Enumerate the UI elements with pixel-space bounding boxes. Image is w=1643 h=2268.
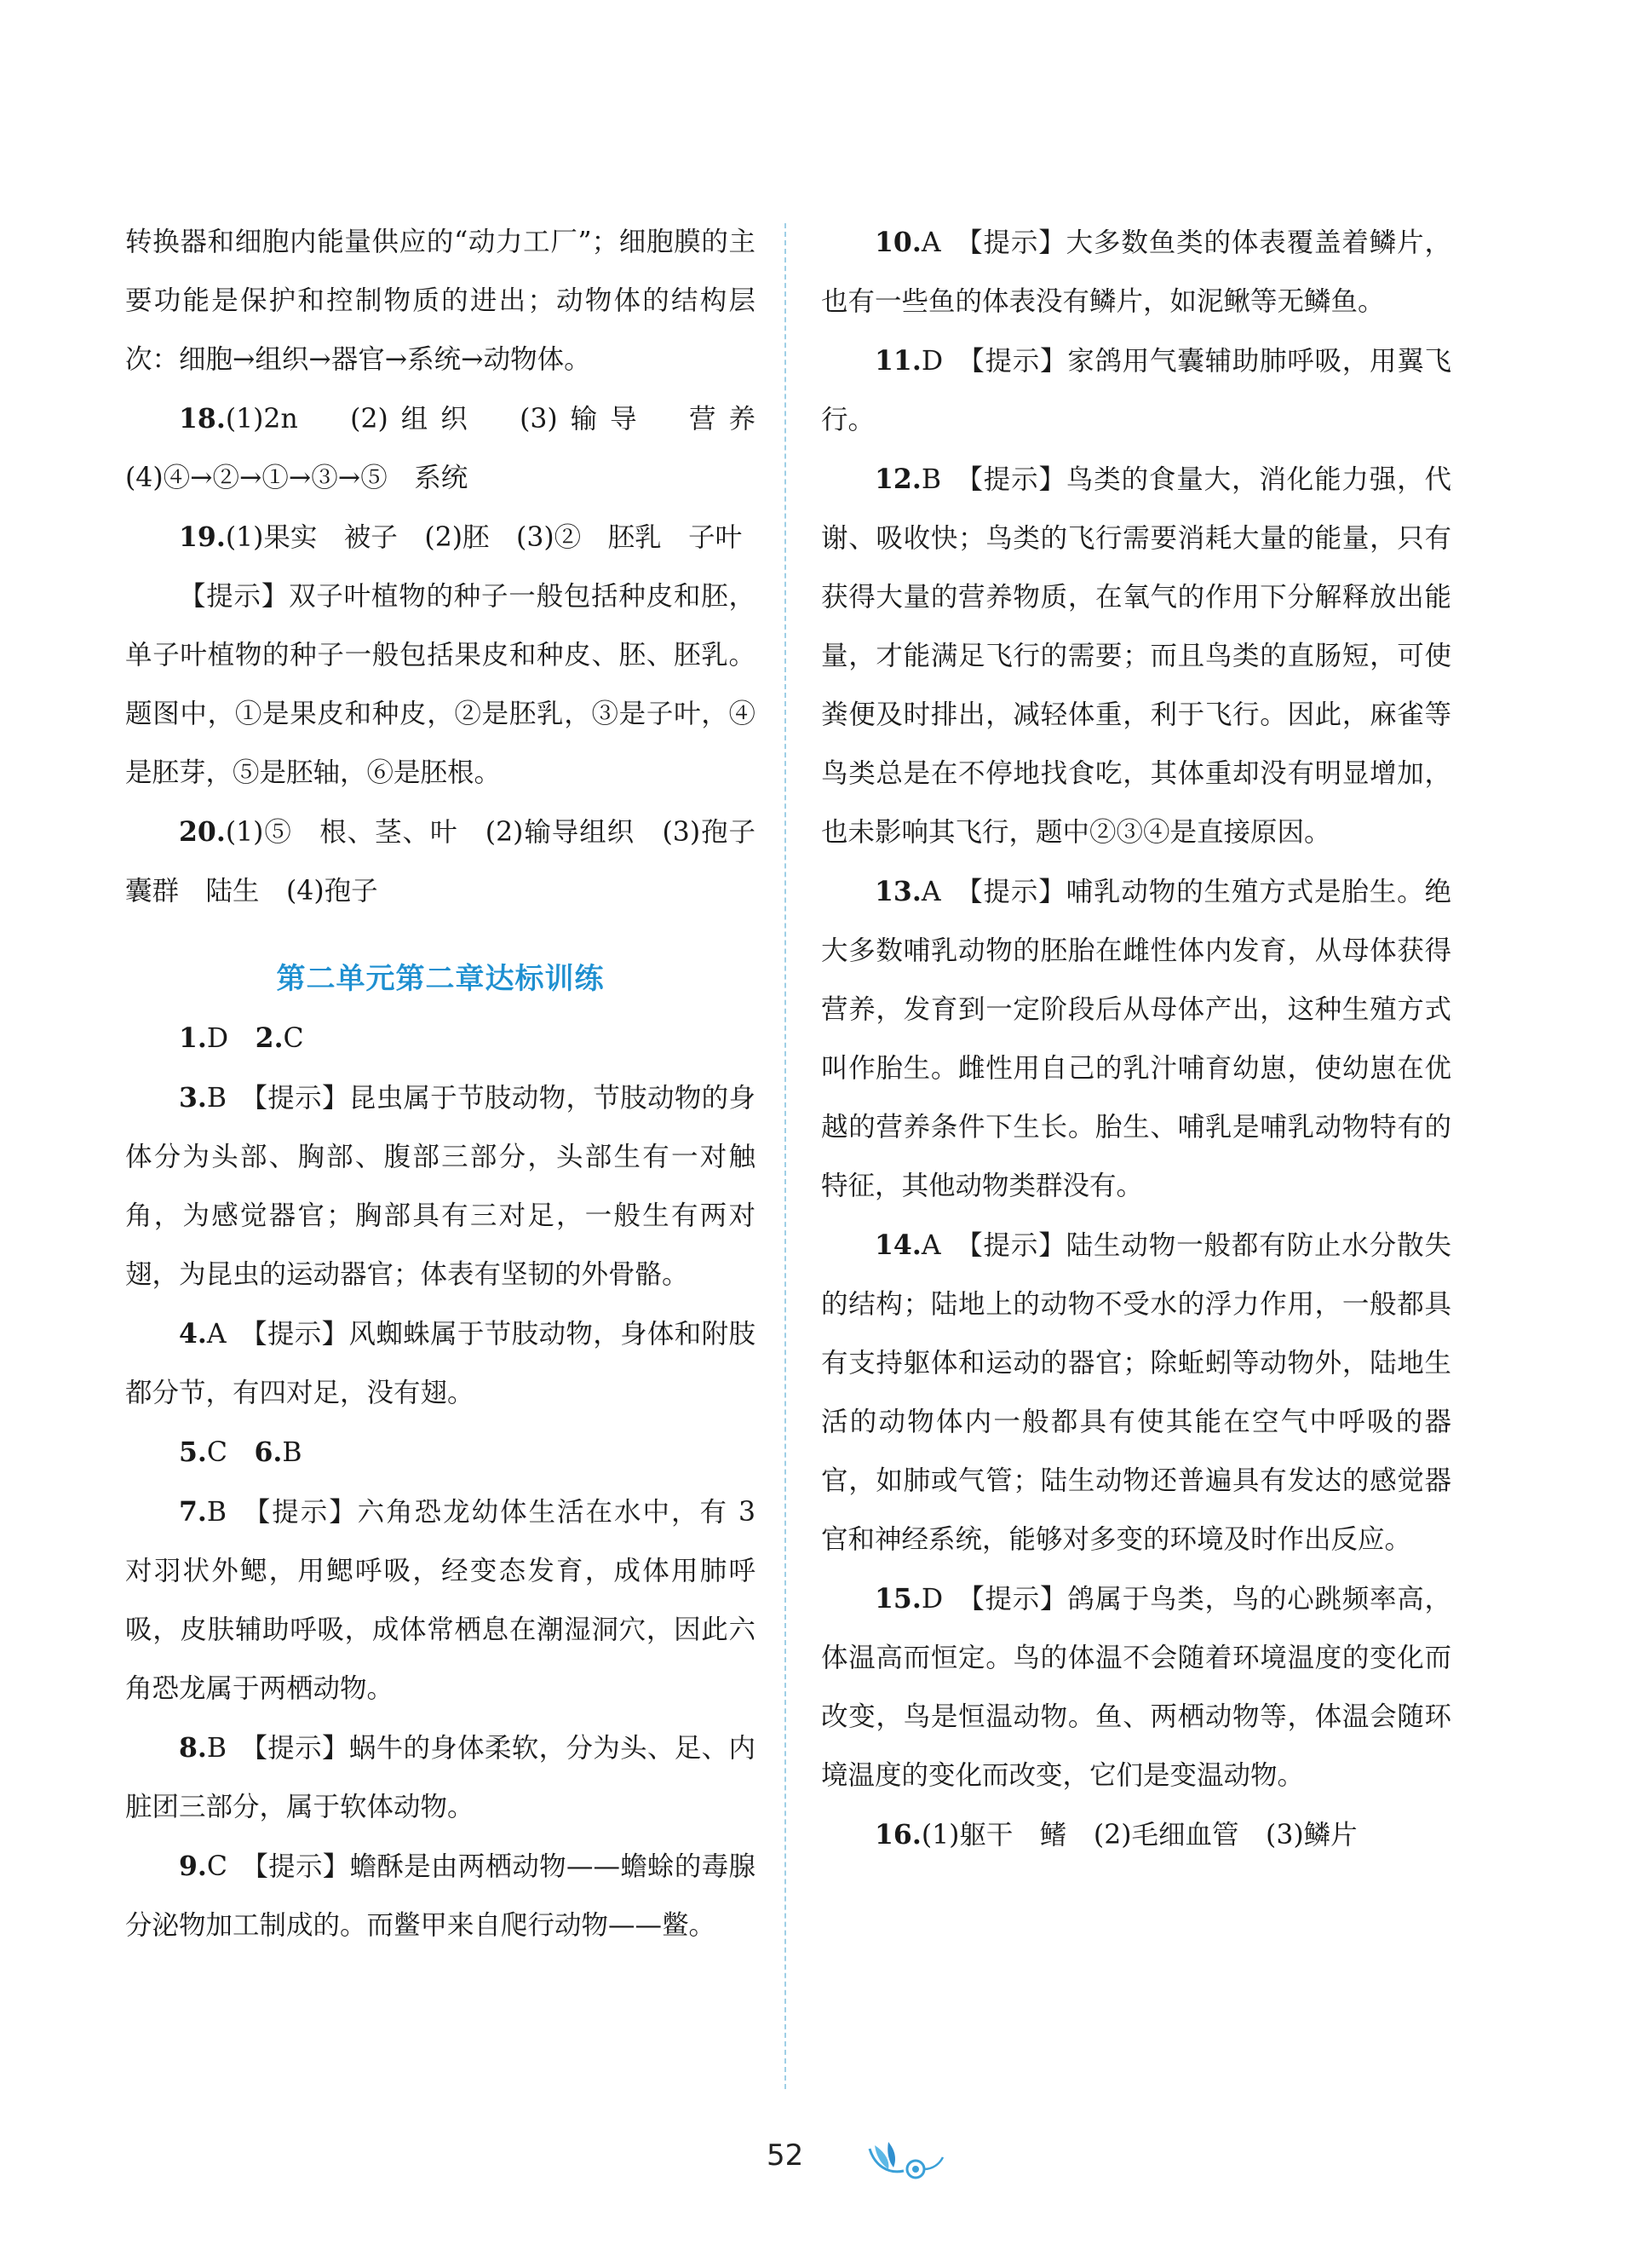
- answer-9: 9.C 【提示】蟾酥是由两栖动物——蟾蜍的毒腺分泌物加工制成的。而鳖甲来自爬行动物——鳖。: [125, 1851, 755, 1941]
- answer-15: 15.D 【提示】鸽属于鸟类，鸟的心跳频率高，体温高而恒定。鸟的体温不会随着环境温度的变化而改变，鸟是恒温动物。鱼、两栖动物等，体温会随环境温度的变化而改变，它们是变温动物。: [821, 1583, 1451, 1791]
- answer-8: 8.B 【提示】蜗牛的身体柔软，分为头、足、内脏团三部分，属于软体动物。: [125, 1732, 755, 1822]
- column-divider: [784, 223, 786, 2089]
- answer-19: 19.(1)果实 被子 (2)胚 (3)② 胚乳 子叶: [179, 521, 743, 553]
- page-footer: [0, 2138, 1643, 2190]
- answer-20: 20.(1)⑤ 根、茎、叶 (2)输导组织 (3)孢子囊群 陆生 (4)孢子: [125, 816, 755, 907]
- answer-11: 11.D 【提示】家鸽用气囊辅助肺呼吸，用翼飞行。: [821, 345, 1451, 435]
- hint-19: 【提示】双子叶植物的种子一般包括种皮和胚，单子叶植物的种子一般包括果皮和种皮、胚、胚乳。题图中，①是果皮和种皮，②是胚乳，③是子叶，④是胚芽，⑤是胚轴，⑥是胚根。: [125, 581, 755, 788]
- answer-18: 18.(1)2n (2)组织 (3)输导 营养 (4)④→②→①→③→⑤ 系统: [125, 403, 783, 493]
- answer-10: 10.A 【提示】大多数鱼类的体表覆盖着鳞片，也有一些鱼的体表没有鳞片，如泥鳅等无鳞鱼。: [821, 227, 1451, 317]
- answer-4: 4.A 【提示】风蜘蛛属于节肢动物，身体和附肢都分节，有四对足，没有翅。: [125, 1318, 755, 1408]
- right-column: [821, 213, 1451, 1865]
- floral-ornament-icon: [863, 2140, 948, 2183]
- answer-12: 12.B 【提示】鸟类的食量大，消化能力强，代谢、吸收快；鸟类的飞行需要消耗大量的能量，只有获得大量的营养物质，在氧气的作用下分解释放出能量，才能满足飞行的需要；而且鸟类的直肠短，可使粪便及时排出，减轻体重，利于飞行。因此，麻雀等鸟类总是在不停地找食吃，其体重却没有明显增加，也未影响其飞行，题中②③④是直接原因。: [821, 463, 1451, 848]
- continued-paragraph: 转换器和细胞内能量供应的“动力工厂”；细胞膜的主要功能是保护和控制物质的进出；动物体的结构层次：细胞→组织→器官→系统→动物体。: [125, 227, 755, 375]
- answer-7: 7.B 【提示】六角恐龙幼体生活在水中，有 3 对羽状外鳃，用鳃呼吸，经变态发育，成体用肺呼吸，皮肤辅助呼吸，成体常栖息在潮湿洞穴，因此六角恐龙属于两栖动物。: [125, 1496, 755, 1704]
- answer-13: 13.A 【提示】哺乳动物的生殖方式是胎生。绝大多数哺乳动物的胚胎在雌性体内发育，从母体获得营养，发育到一定阶段后从母体产出，这种生殖方式叫作胎生。雌性用自己的乳汁哺育幼崽，使幼崽在优越的营养条件下生长。胎生、哺乳是哺乳动物特有的特征，其他动物类群没有。: [821, 876, 1451, 1201]
- answer-1-2: 1.D 2.C: [179, 1022, 304, 1054]
- answer-16: 16.(1)躯干 鳍 (2)毛细血管 (3)鳞片: [875, 1819, 1358, 1851]
- section-title: 第二单元第二章达标训练: [276, 962, 605, 996]
- left-column: [125, 213, 783, 1955]
- answer-14: 14.A 【提示】陆生动物一般都有防止水分散失的结构；陆地上的动物不受水的浮力作用，一般都具有支持躯体和运动的器官；除蚯蚓等动物外，陆地生活的动物体内一般都具有使其能在空气中呼吸的器官，如肺或气管；陆生动物还普遍具有发达的感觉器官和神经系统，能够对多变的环境及时作出反应。: [821, 1229, 1451, 1555]
- page-number: 52: [767, 2138, 804, 2173]
- answer-5-6: 5.C 6.B: [179, 1436, 302, 1468]
- answer-3: 3.B 【提示】昆虫属于节肢动物，节肢动物的身体分为头部、胸部、腹部三部分，头部生有一对触角，为感觉器官；胸部具有三对足，一般生有两对翅，为昆虫的运动器官；体表有坚韧的外骨骼。: [125, 1082, 755, 1290]
